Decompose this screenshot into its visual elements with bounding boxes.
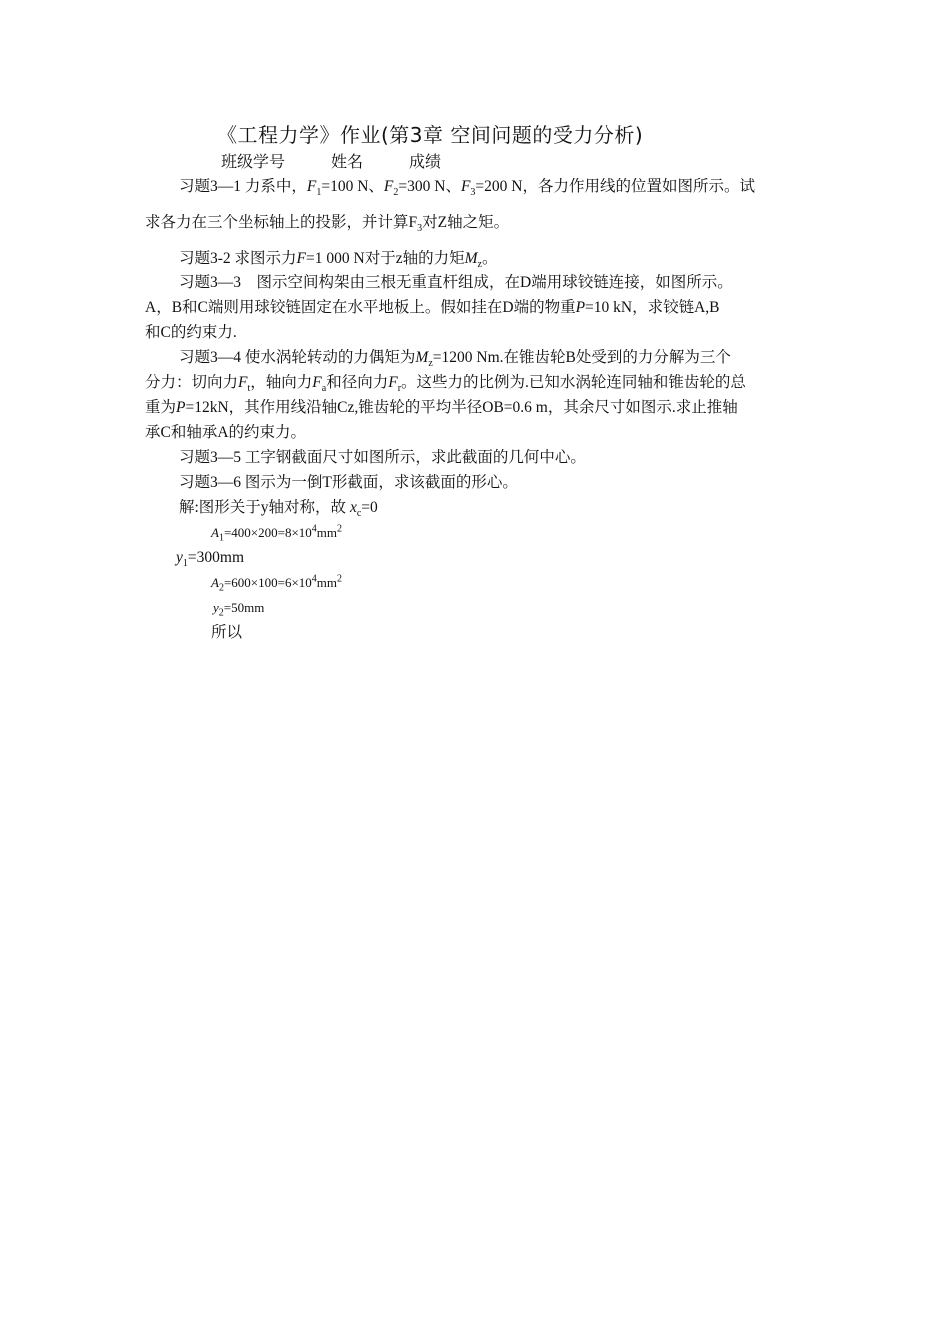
class-label: 班级学号 — [221, 152, 286, 171]
student-info-line — [221, 151, 441, 173]
name-label: 姓名 — [331, 152, 364, 171]
solution-a2: $A_2=600\times 100=6\times 10^4mm^2$ — [211, 573, 343, 594]
score-label: 成绩 — [409, 152, 442, 171]
problem-3-4-line-1: 习题3—4 使水涡轮转动的力偶矩为$M_z=1200$ Nm.在锥齿轮B处受到的力分解为三个 — [179, 349, 731, 370]
problem-3-1-line-1: 习题3—1 力系中，$F_1=100$ N、$F_2=300$ N、$F_3=200$ N，各力作用线的位置如图所示。试 — [179, 178, 755, 199]
solution-therefore: 所以 — [211, 624, 243, 641]
solution-a1: $A_1=400\times 200=8\times 10^4mm^2$ — [211, 523, 343, 544]
solution-y1: $y_1=300mm$ — [176, 549, 244, 570]
problem-3-3-line-1: 习题3—3 图示空间构架由三根无重直杆组成，在D端用球铰链连接，如图所示。 — [179, 274, 733, 291]
solution-y2: $y_2=50mm$ — [213, 600, 265, 619]
solution-line-1: 解:图形关于y轴对称，故 $x_c=0$ — [179, 499, 378, 520]
problem-3-4-line-3: 重为P=12kN，其作用线沿轴Cz,锥齿轮的平均半径OB=0.6 m，其余尺寸如图示.求止推轴 — [145, 399, 738, 416]
problem-3-5: 习题3—5 工字钢截面尺寸如图所示，求此截面的几何中心。 — [179, 449, 586, 466]
problem-3-6: 习题3—6 图示为一倒T形截面，求该截面的形心。 — [179, 474, 518, 491]
problem-3-3-line-3: 和C的约束力. — [145, 324, 237, 341]
problem-3-2: 习题3-2 求图示力F=1 000 N对于z轴的力矩$M_z$。 — [179, 250, 498, 271]
problem-3-4-line-2: 分力：切向力$F_t$，轴向力$F_a$和径向力$F_r$。这些力的比例为.已知水涡轮连同轴和锥齿轮的总 — [145, 374, 746, 395]
page-title: 《工程力学》作业(第3章 空间问题的受力分析) — [217, 123, 644, 147]
problem-3-3-line-2: A，B和C端则用球铰链固定在水平地板上。假如挂在D端的物重P=10 kN，求铰链A,B — [145, 299, 720, 316]
problem-3-4-line-4: 承C和轴承A的约束力。 — [145, 424, 307, 441]
problem-3-1-line-2: 求各力在三个坐标轴上的投影，并计算$F_3$对Z轴之矩。 — [145, 214, 510, 235]
